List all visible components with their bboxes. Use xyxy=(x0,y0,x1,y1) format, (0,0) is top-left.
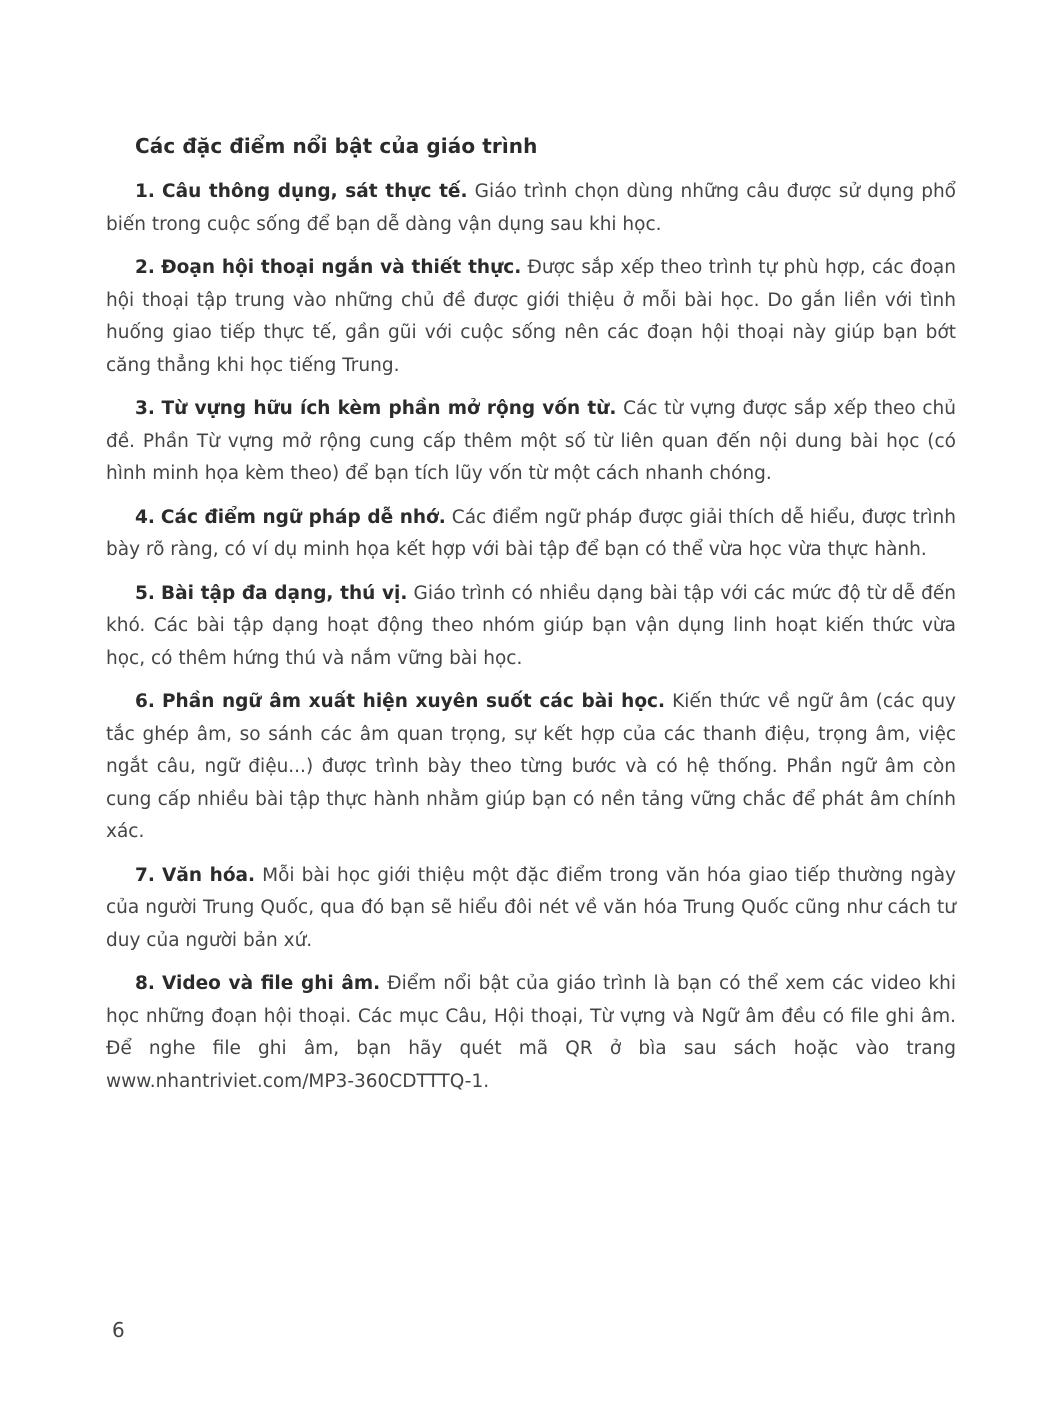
item-lead: Các điểm ngữ pháp dễ nhớ. xyxy=(160,506,446,528)
feature-item xyxy=(106,502,956,567)
item-lead: Từ vựng hữu ích kèm phần mở rộng vốn từ. xyxy=(161,398,617,419)
item-number: 7. xyxy=(135,864,155,886)
item-lead: Câu thông dụng, sát thực tế. xyxy=(162,181,468,202)
item-lead: Văn hóa. xyxy=(162,864,256,886)
feature-list xyxy=(106,176,956,1109)
feature-item xyxy=(106,578,956,676)
item-number: 2. xyxy=(135,257,155,278)
section-heading: Các đặc điểm nổi bật của giáo trình xyxy=(135,134,538,158)
feature-item xyxy=(106,252,956,382)
feature-item xyxy=(106,176,956,241)
item-number: 3. xyxy=(135,398,155,419)
feature-item xyxy=(106,393,956,491)
item-body: Các từ vựng được sắp xếp theo chủ đề. Phần Từ vựng mở rộng cung cấp thêm một số từ liên quan đến nội dung bài học (có hình minh họa kèm theo) để bạn tích lũy vốn từ một cách nhanh chóng. xyxy=(106,398,956,484)
item-number: 4. xyxy=(135,506,155,528)
item-body: Kiến thức về ngữ âm (các quy tắc ghép âm, so sánh các âm quan trọng, sự kết hợp của các thanh điệu, trọng âm, việc ngắt câu, ngữ điệu...) được trình bày theo từng bước và có hệ thống. Phần ngữ âm còn cung cấp nhiều bài tập thực hành nhằm giúp bạn có nền tảng vững chắc để phát âm chính xác. xyxy=(106,691,956,842)
item-body: Điểm nổi bật của giáo trình là bạn có thể xem các video khi học những đoạn hội thoại. Các mục Câu, Hội thoại, Từ vựng và Ngữ âm đều có file ghi âm. Để nghe file ghi âm, bạn hãy quét mã QR ở bìa sau sách hoặc vào trang www.nhantriviet.com/MP3-360CDTTTQ-1. xyxy=(106,973,956,1092)
item-body: Được sắp xếp theo trình tự phù hợp, các đoạn hội thoại tập trung vào những chủ đề được giới thiệu ở mỗi bài học. Do gắn liền với tình huống giao tiếp thực tế, gần gũi với cuộc sống nên các đoạn hội thoại này giúp bạn bớt căng thẳng khi học tiếng Trung. xyxy=(106,257,956,376)
item-number: 5. xyxy=(135,582,155,604)
item-body: Các điểm ngữ pháp được giải thích dễ hiểu, được trình bày rõ ràng, có ví dụ minh họa kết hợp với bài tập để bạn có thể vừa học vừa thực hành. xyxy=(106,506,957,560)
item-lead: Phần ngữ âm xuất hiện xuyên suốt các bài học. xyxy=(161,691,666,712)
feature-item xyxy=(106,968,956,1098)
item-number: 6. xyxy=(135,691,155,712)
item-lead: Bài tập đa dạng, thú vị. xyxy=(161,582,408,604)
page-number: 6 xyxy=(112,1318,125,1342)
item-number: 1. xyxy=(135,181,155,202)
item-lead: Đoạn hội thoại ngắn và thiết thực. xyxy=(161,257,522,278)
item-body: Giáo trình có nhiều dạng bài tập với các mức độ từ dễ đến khó. Các bài tập dạng hoạt động theo nhóm giúp bạn vận dụng linh hoạt kiến thức vừa học, có thêm hứng thú và nắm vững bài học. xyxy=(106,582,956,669)
item-number: 8. xyxy=(135,973,155,994)
feature-item xyxy=(106,686,956,849)
feature-item xyxy=(106,860,956,958)
item-body: Giáo trình chọn dùng những câu được sử dụng phổ biến trong cuộc sống để bạn dễ dàng vận dụng sau khi học. xyxy=(106,181,956,235)
item-lead: Video và file ghi âm. xyxy=(162,973,381,994)
item-body: Mỗi bài học giới thiệu một đặc điểm trong văn hóa giao tiếp thường ngày của người Trung Quốc, qua đó bạn sẽ hiểu đôi nét về văn hóa Trung Quốc cũng như cách tư duy của người bản xứ. xyxy=(106,864,956,951)
